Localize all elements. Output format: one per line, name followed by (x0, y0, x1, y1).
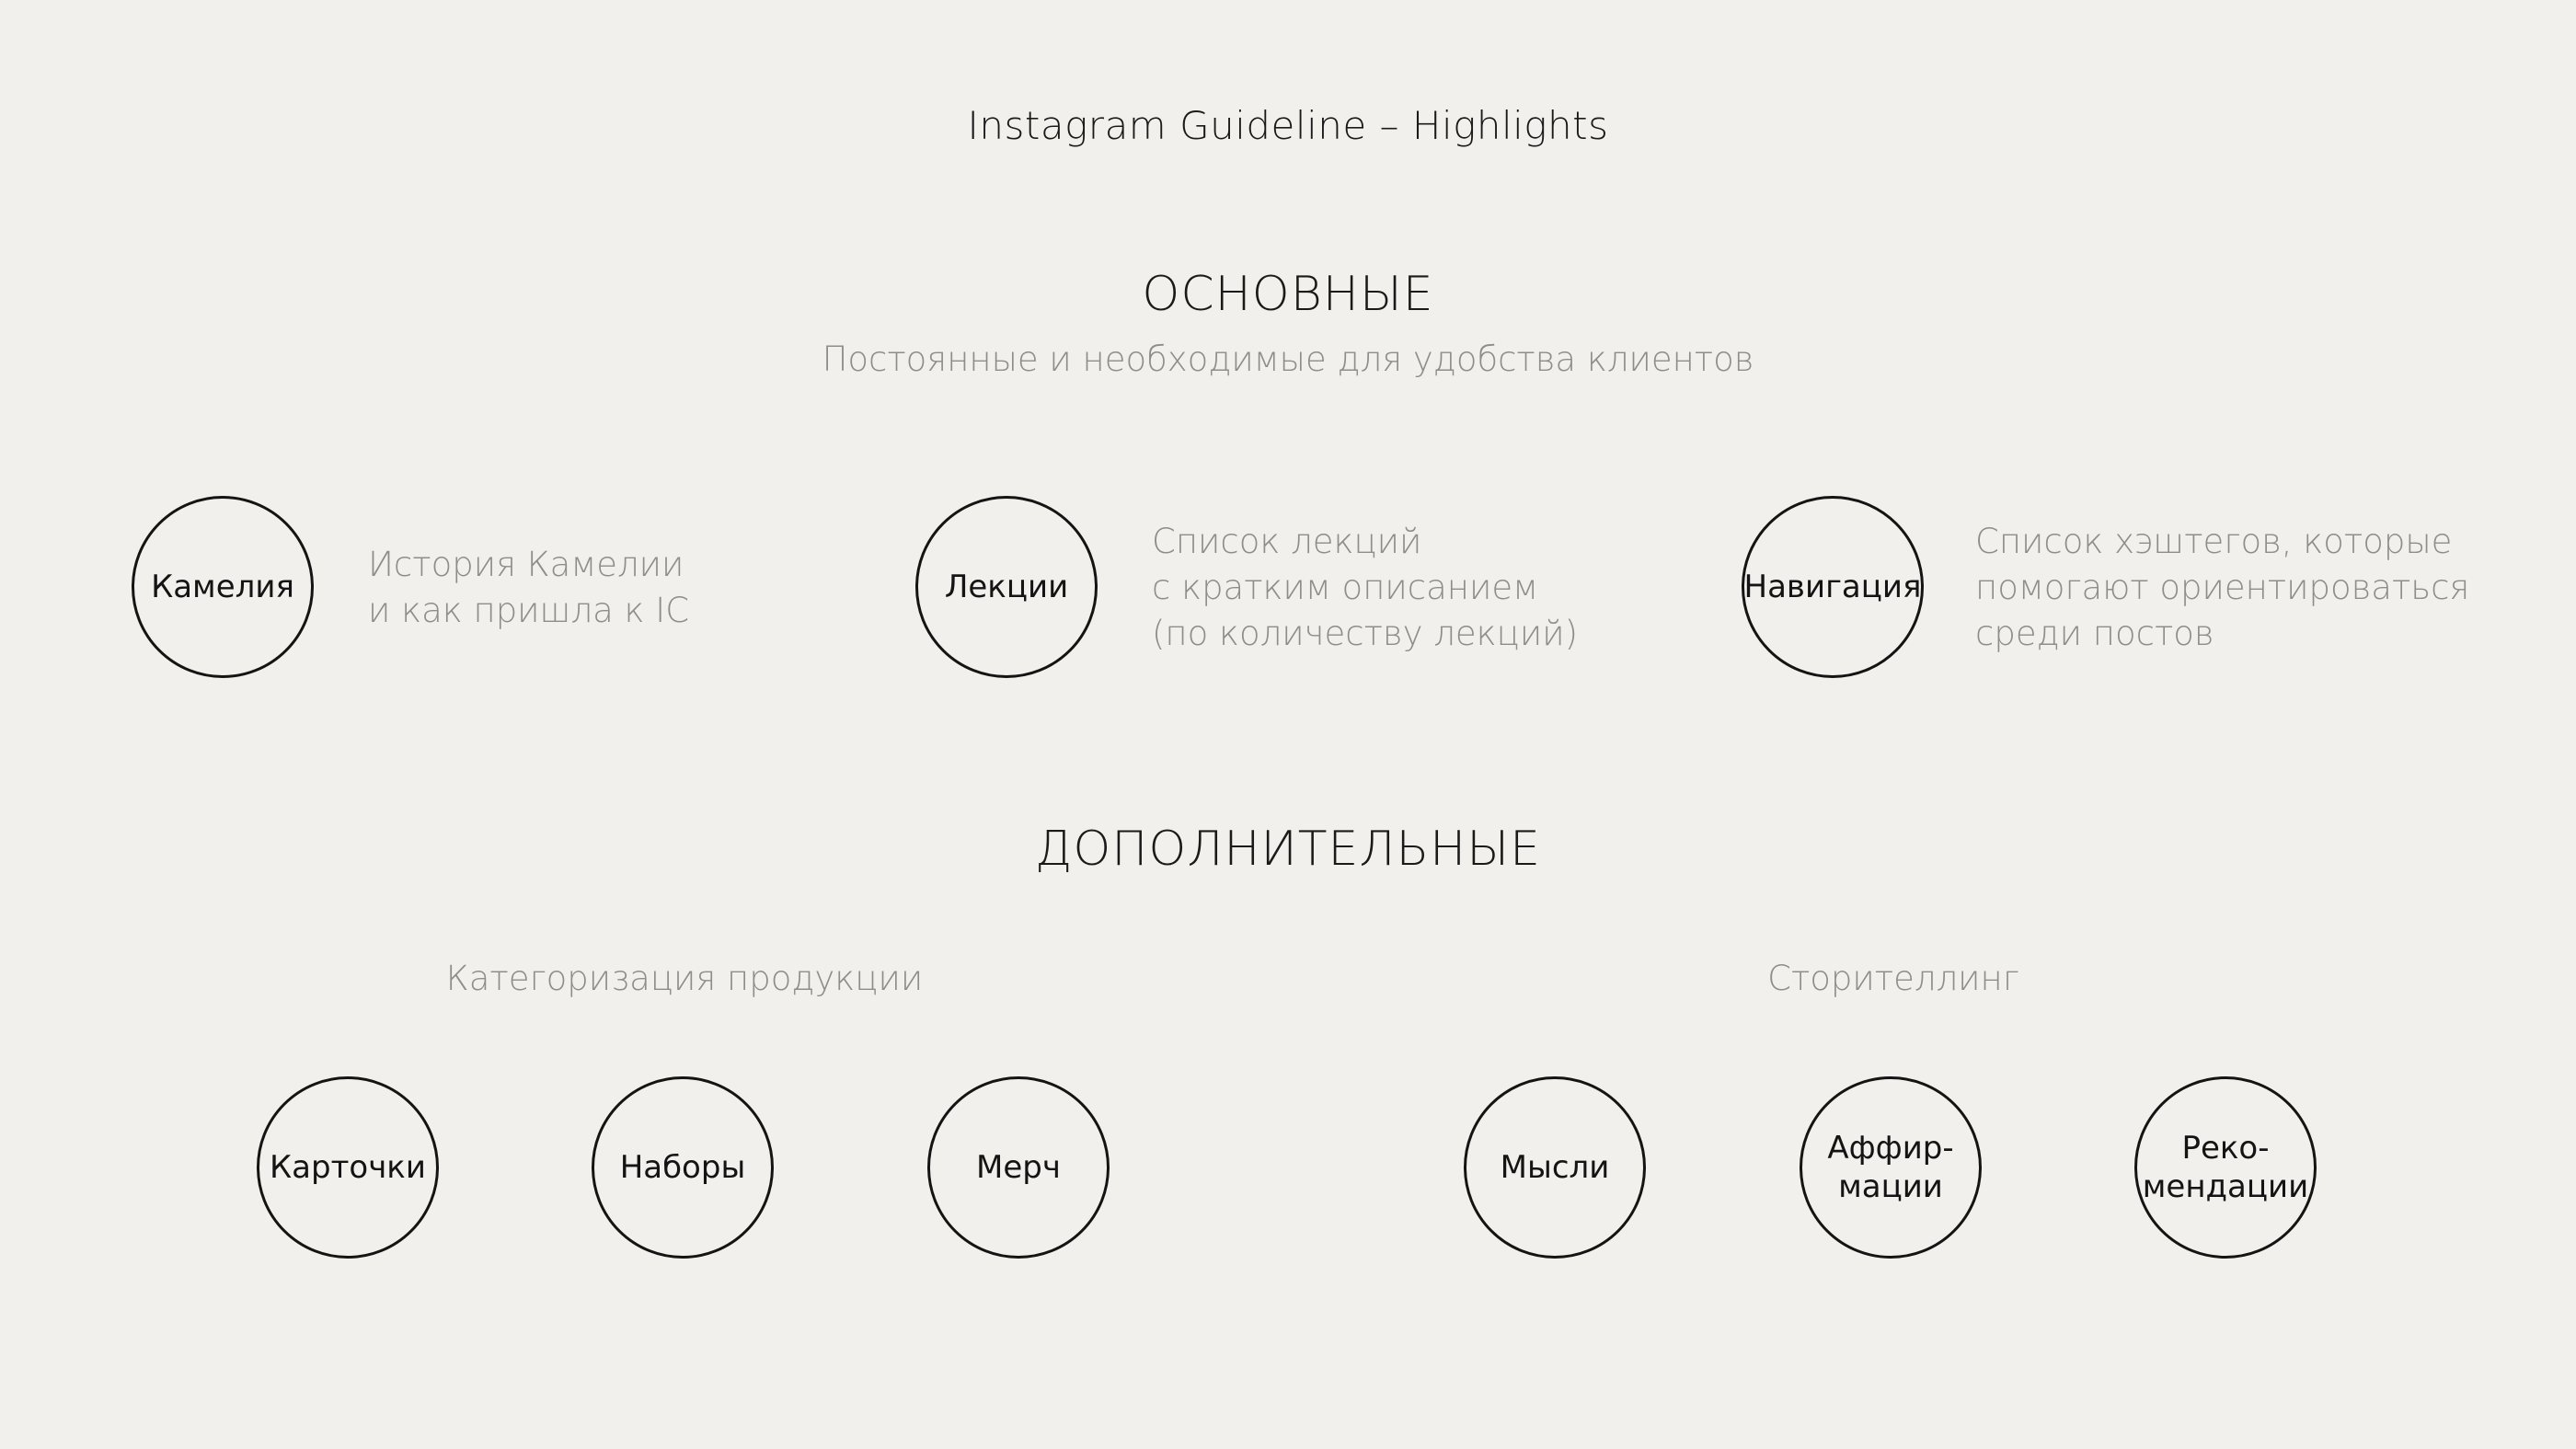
highlight-nabory[interactable]: Наборы (592, 1076, 774, 1259)
main-section-subtitle: Постоянные и необходимые для удобства клиентов (822, 339, 1754, 379)
group-label-storytelling: Сторителлинг (1767, 959, 2019, 998)
page-title: Instagram Guideline – Highlights (967, 103, 1609, 148)
main-section-heading: ОСНОВНЫЕ (1142, 267, 1434, 322)
highlight-lekcii-description: Список лекций с кратким описанием (по количеству лекций) (1152, 522, 1579, 653)
highlight-kamelia[interactable]: Камелия (132, 496, 314, 678)
extra-section-heading: ДОПОЛНИТЕЛЬНЫЕ (1034, 822, 1542, 877)
highlight-merch[interactable]: Мерч (927, 1076, 1110, 1259)
highlight-lekcii[interactable]: Лекции (915, 496, 1098, 678)
highlight-kamelia-description: История Камелии и как пришла к IC (368, 545, 690, 630)
highlight-rekomendacii[interactable]: Реко- мендации (2134, 1076, 2317, 1259)
highlight-affirmacii[interactable]: Аффир- мации (1800, 1076, 1982, 1259)
highlight-mysli[interactable]: Мысли (1464, 1076, 1646, 1259)
highlight-kartochki[interactable]: Карточки (257, 1076, 439, 1259)
highlight-navigacia-description: Список хэштегов, которые помогают ориентироваться среди постов (1975, 522, 2470, 653)
group-label-categories: Категоризация продукции (445, 959, 924, 998)
highlight-navigacia[interactable]: Навигация (1742, 496, 1924, 678)
